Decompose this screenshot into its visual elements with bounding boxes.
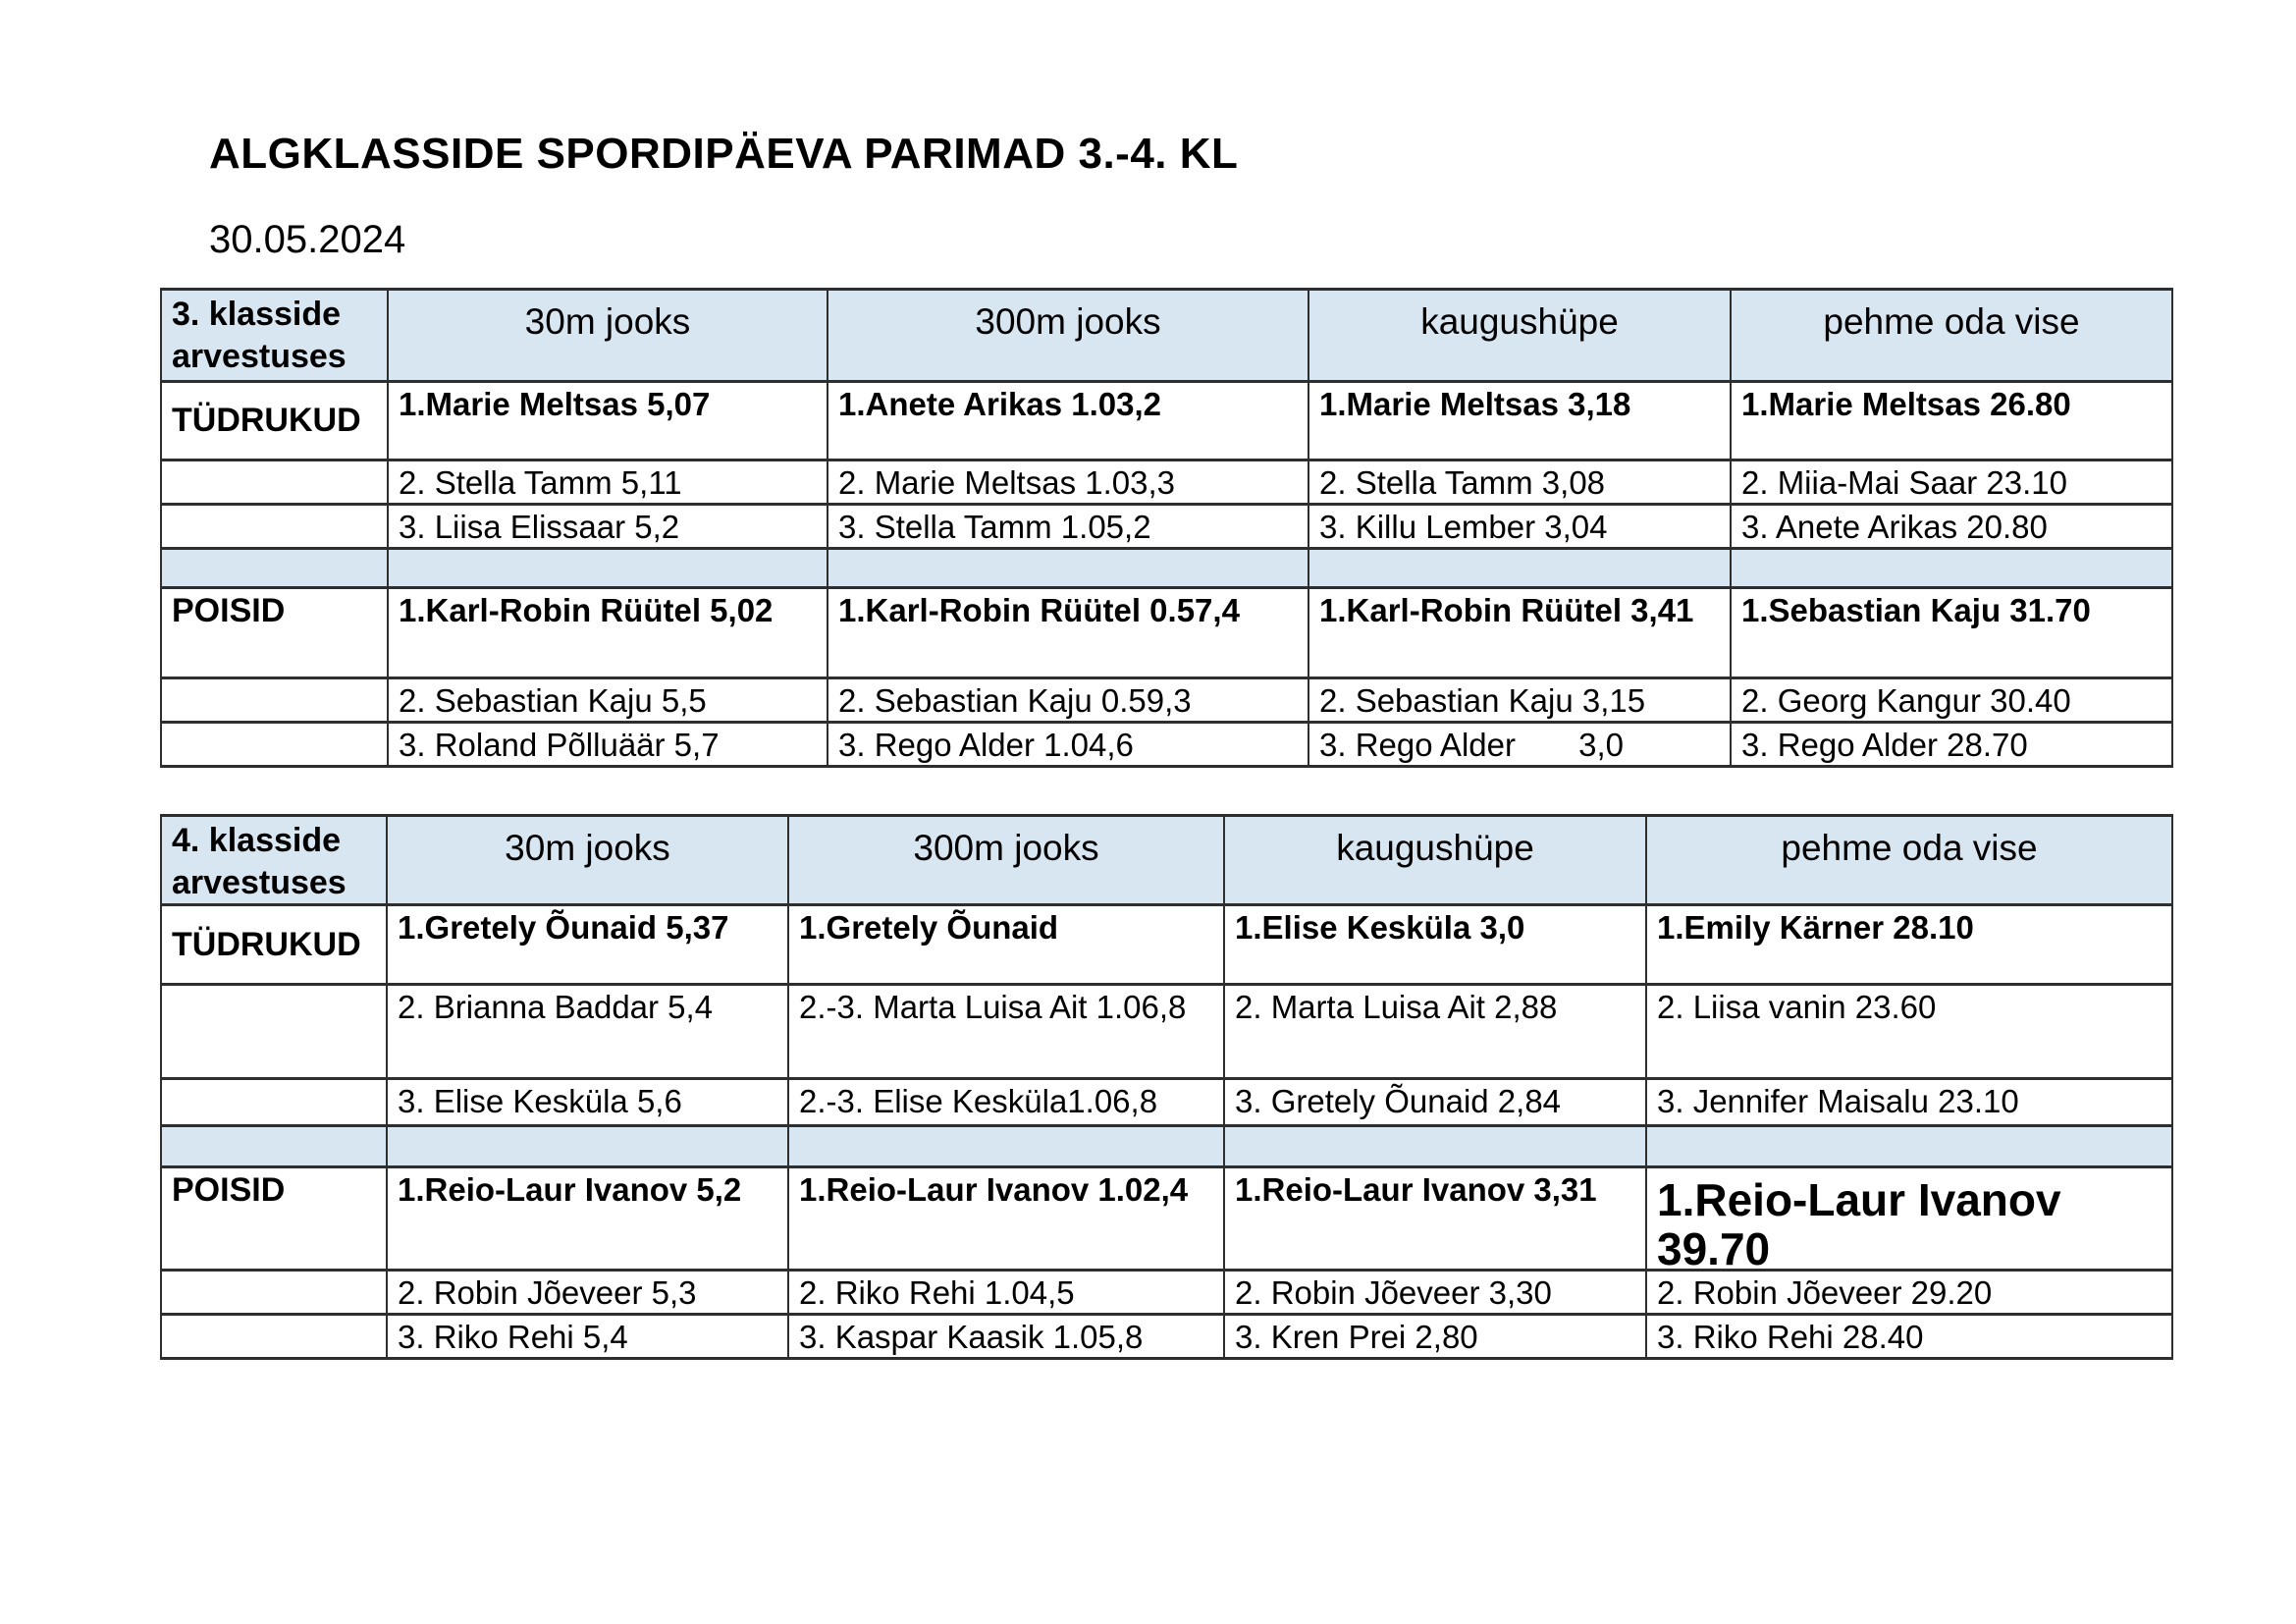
- result-cell: 2. Marta Luisa Ait 2,88: [1225, 986, 1647, 1080]
- result-cell: 1.Reio-Laur Ivanov 1.02,4: [789, 1168, 1225, 1272]
- result-cell: 2. Robin Jõeveer 3,30: [1225, 1272, 1647, 1316]
- table-grade4: [160, 814, 2173, 1360]
- group-label-girls: TÜDRUKUD: [162, 383, 389, 461]
- result-cell: 1.Anete Arikas 1.03,2: [828, 383, 1309, 461]
- result-cell: 1.Karl-Robin Rüütel 3,41: [1309, 589, 1732, 679]
- result-cell: 2. Miia-Mai Saar 23.10: [1732, 461, 2173, 506]
- spacer-cell: [1225, 1127, 1647, 1168]
- group-label-boys: POISID: [162, 1168, 388, 1272]
- spacer-cell: [388, 1127, 789, 1168]
- result-cell: 2.-3. Elise Kesküla1.06,8: [789, 1080, 1225, 1127]
- empty-cell: [162, 461, 389, 506]
- empty-cell: [162, 724, 389, 768]
- empty-cell: [162, 506, 389, 550]
- result-cell: 3. Roland Põlluäär 5,7: [389, 724, 828, 768]
- group-label-boys: POISID: [162, 589, 389, 679]
- column-header-javelin: pehme oda vise: [1732, 291, 2173, 383]
- group-label-girls: TÜDRUKUD: [162, 906, 388, 986]
- empty-cell: [162, 986, 388, 1080]
- document-title: ALGKLASSIDE SPORDIPÄEVA PARIMAD 3.-4. KL: [209, 130, 1239, 178]
- result-cell: 2. Robin Jõeveer 29.20: [1647, 1272, 2173, 1316]
- result-cell: 1.Gretely Õunaid: [789, 906, 1225, 986]
- result-cell: 2. Liisa vanin 23.60: [1647, 986, 2173, 1080]
- result-cell: 3. Killu Lember 3,04: [1309, 506, 1732, 550]
- result-cell: 2.-3. Marta Luisa Ait 1.06,8: [789, 986, 1225, 1080]
- result-cell: 3. Gretely Õunaid 2,84: [1225, 1080, 1647, 1127]
- result-cell: 3. Riko Rehi 28.40: [1647, 1316, 2173, 1360]
- column-header-30m: 30m jooks: [388, 817, 789, 906]
- result-cell: 2. Sebastian Kaju 0.59,3: [828, 679, 1309, 724]
- empty-cell: [162, 1316, 388, 1360]
- result-cell: 3. Kaspar Kaasik 1.05,8: [789, 1316, 1225, 1360]
- result-cell: 2. Sebastian Kaju 5,5: [389, 679, 828, 724]
- column-header-300m: 300m jooks: [828, 291, 1309, 383]
- spacer-cell: [1732, 550, 2173, 589]
- result-cell: 1.Marie Meltsas 3,18: [1309, 383, 1732, 461]
- result-cell: 3. Anete Arikas 20.80: [1732, 506, 2173, 550]
- result-cell: 3. Kren Prei 2,80: [1225, 1316, 1647, 1360]
- spacer-cell: [1647, 1127, 2173, 1168]
- result-cell: 2. Marie Meltsas 1.03,3: [828, 461, 1309, 506]
- spacer-cell: [389, 550, 828, 589]
- result-cell: 1.Sebastian Kaju 31.70: [1732, 589, 2173, 679]
- result-cell: 3. Rego Alder 28.70: [1732, 724, 2173, 768]
- result-cell: 3. Rego Alder 1.04,6: [828, 724, 1309, 768]
- spacer-cell: [162, 1127, 388, 1168]
- document-date: 30.05.2024: [209, 218, 406, 261]
- spacer-cell: [828, 550, 1309, 589]
- result-cell: 2. Stella Tamm 5,11: [389, 461, 828, 506]
- result-cell: 1.Karl-Robin Rüütel 5,02: [389, 589, 828, 679]
- result-cell: 2. Riko Rehi 1.04,5: [789, 1272, 1225, 1316]
- table-grade4-label: 4. klasside arvestuses: [162, 817, 388, 906]
- spacer-cell: [162, 550, 389, 589]
- result-cell: 1.Gretely Õunaid 5,37: [388, 906, 789, 986]
- result-cell: 1.Karl-Robin Rüütel 0.57,4: [828, 589, 1309, 679]
- table-grade3-label: 3. klasside arvestuses: [162, 291, 389, 383]
- empty-cell: [162, 1080, 388, 1127]
- result-cell: 3. Riko Rehi 5,4: [388, 1316, 789, 1360]
- result-cell: 1.Marie Meltsas 5,07: [389, 383, 828, 461]
- result-cell: 3. Elise Kesküla 5,6: [388, 1080, 789, 1127]
- empty-cell: [162, 679, 389, 724]
- result-cell: 2. Brianna Baddar 5,4: [388, 986, 789, 1080]
- column-header-longjump: kaugushüpe: [1309, 291, 1732, 383]
- result-cell: 2. Robin Jõeveer 5,3: [388, 1272, 789, 1316]
- column-header-30m: 30m jooks: [389, 291, 828, 383]
- result-cell: 1.Emily Kärner 28.10: [1647, 906, 2173, 986]
- result-cell: 1.Reio-Laur Ivanov 3,31: [1225, 1168, 1647, 1272]
- column-header-longjump: kaugushüpe: [1225, 817, 1647, 906]
- result-cell: 3. Rego Alder 3,0: [1309, 724, 1732, 768]
- result-cell: 3. Stella Tamm 1.05,2: [828, 506, 1309, 550]
- column-header-300m: 300m jooks: [789, 817, 1225, 906]
- result-cell: 1.Reio-Laur Ivanov 5,2: [388, 1168, 789, 1272]
- table-grade3: [160, 288, 2173, 768]
- spacer-cell: [1309, 550, 1732, 589]
- result-cell: 3. Jennifer Maisalu 23.10: [1647, 1080, 2173, 1127]
- result-cell: 1.Elise Kesküla 3,0: [1225, 906, 1647, 986]
- result-cell: 1.Reio-Laur Ivanov 39.70: [1647, 1168, 2173, 1272]
- column-header-javelin: pehme oda vise: [1647, 817, 2173, 906]
- spacer-cell: [789, 1127, 1225, 1168]
- result-cell: 2. Georg Kangur 30.40: [1732, 679, 2173, 724]
- result-cell: 2. Sebastian Kaju 3,15: [1309, 679, 1732, 724]
- result-cell: 3. Liisa Elissaar 5,2: [389, 506, 828, 550]
- result-cell: 2. Stella Tamm 3,08: [1309, 461, 1732, 506]
- empty-cell: [162, 1272, 388, 1316]
- result-cell: 1.Marie Meltsas 26.80: [1732, 383, 2173, 461]
